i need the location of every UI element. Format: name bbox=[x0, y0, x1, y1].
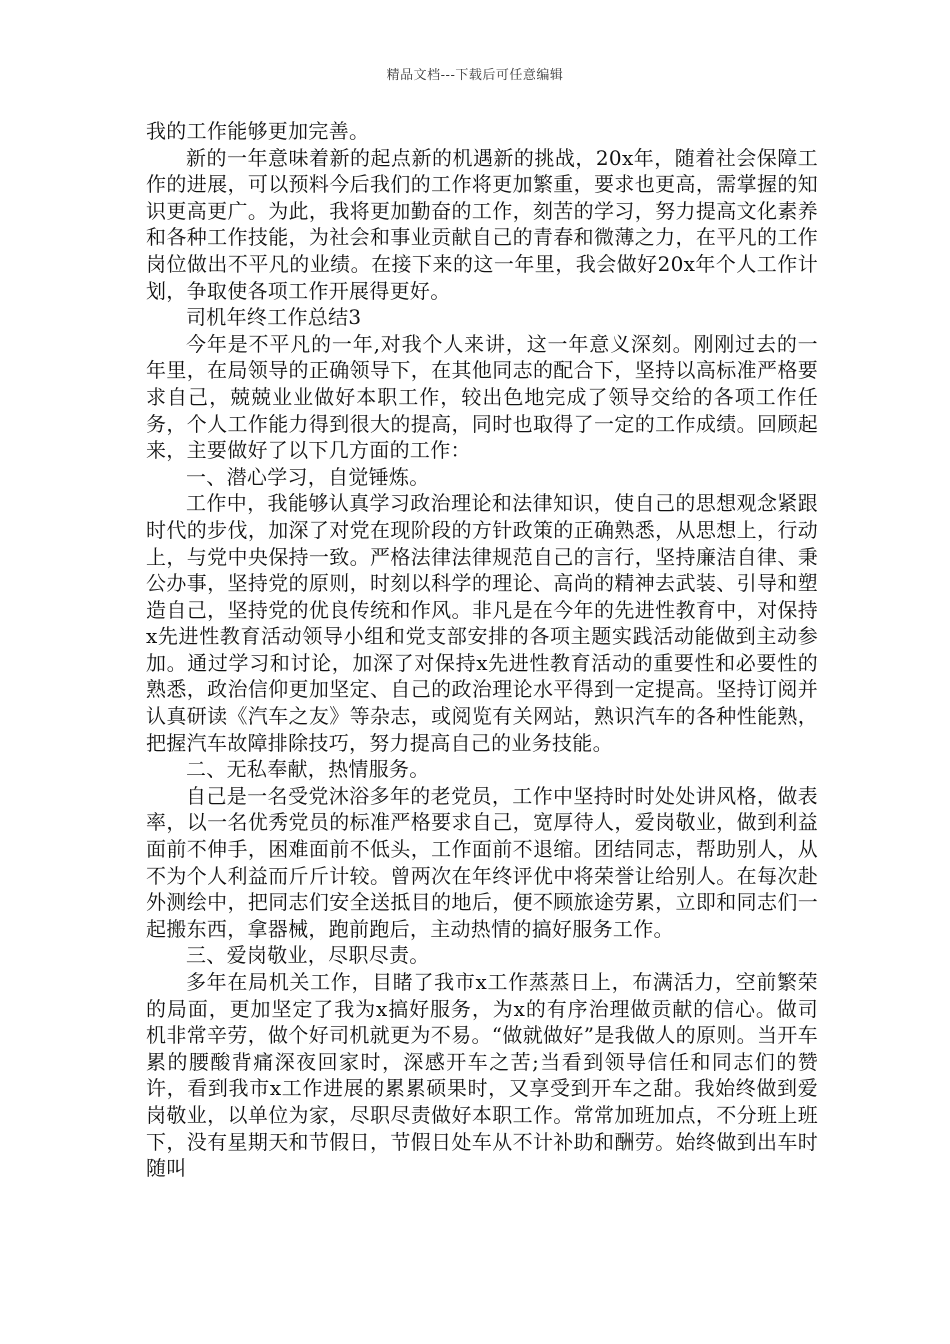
section-title: 司机年终工作总结3 bbox=[186, 305, 362, 330]
document-body bbox=[146, 118, 818, 1182]
paragraph: 多年在局机关工作，目睹了我市x工作蒸蒸日上，布满活力，空前繁荣的局面，更加坚定了我为x搞好服务，为x的有序治理做贡献的信心。做司机非常辛劳，做个好司机就更为不易。“做就做好”是我做人的原则。当开车累的腰酸背痛深夜回家时，深感开车之苦;当看到领导信任和同志们的赞许，看到我市x工作进展的累累硕果时，又享受到开车之甜。我始终做到爱岗敬业，以单位为家，尽职尽责做好本职工作。常常加班加点，不分班上班下，没有星期天和节假日，节假日处车从不计补助和酬劳。始终做到出车时随叫 bbox=[146, 970, 818, 1181]
section-heading: 一、潜心学习，自觉锤炼。 bbox=[186, 464, 430, 489]
paragraph: 自己是一名受党沐浴多年的老党员，工作中坚持时时处处讲风格，做表率，以一名优秀党员的标准严格要求自己，宽厚待人，爱岗敬业，做到利益面前不伸手，困难面前不低头，工作面前不退缩。团结同志，帮助别人，从不为个人利益而斤斤计较。曾两次在年终评优中将荣誉让给别人。在每次赴外测绘中，把同志们安全送抵目的地后，便不顾旅途劳累，立即和同志们一起搬东西，拿器械，跑前跑后，主动热情的搞好服务工作。 bbox=[146, 783, 818, 941]
paragraph: 工作中，我能够认真学习政治理论和法律知识，使自己的思想观念紧跟时代的步伐，加深了对党在现阶段的方针政策的正确熟悉，从思想上，行动上，与党中央保持一致。严格法律法律规范自己的言行，坚持廉洁自律、秉公办事，坚持党的原则，时刻以科学的理论、高尚的精神去武装、引导和塑造自己，坚持党的优良传统和作风。非凡是在今年的先进性教育中，对保持x先进性教育活动领导小组和党支部安排的各项主题实践活动能做到主动参加。通过学习和讨论，加深了对保持x先进性教育活动的重要性和必要性的熟悉，政治信仰更加坚定、自己的政治理论水平得到一定提高。坚持订阅并认真研读《汽车之友》等杂志，或阅览有关网站，熟识汽车的各种性能熟，把握汽车故障排除技巧，努力提高自己的业务技能。 bbox=[146, 491, 818, 755]
section-heading: 三、爱岗敬业，尽职尽责。 bbox=[186, 943, 430, 968]
paragraph: 今年是不平凡的一年,对我个人来讲，这一年意义深刻。刚刚过去的一年里，在局领导的正确领导下，在其他同志的配合下，坚持以高标准严格要求自己，兢兢业业做好本职工作，较出色地完成了领导交给的各项工作任务，个人工作能力得到很大的提高，同时也取得了一定的工作成绩。回顾起来，主要做好了以下几方面的工作： bbox=[146, 331, 818, 463]
page-header: 精品文档---下载后可任意编辑 bbox=[386, 68, 564, 83]
section-heading: 二、无私奉献，热情服务。 bbox=[186, 757, 430, 782]
paragraph-continuation: 我的工作能够更加完善。 bbox=[146, 119, 370, 143]
paragraph: 新的一年意味着新的起点新的机遇新的挑战，20x年，随着社会保障工作的进展，可以预料今后我们的工作将更加繁重，要求也更高，需掌握的知识更高更广。为此，我将更加勤奋的工作，刻苦的学习，努力提高文化素养和各种工作技能，为社会和事业贡献自己的青春和微薄之力，在平凡的工作岗位做出不平凡的业绩。在接下来的这一年里，我会做好20x年个人工作计划，争取使各项工作开展得更好。 bbox=[146, 145, 818, 303]
